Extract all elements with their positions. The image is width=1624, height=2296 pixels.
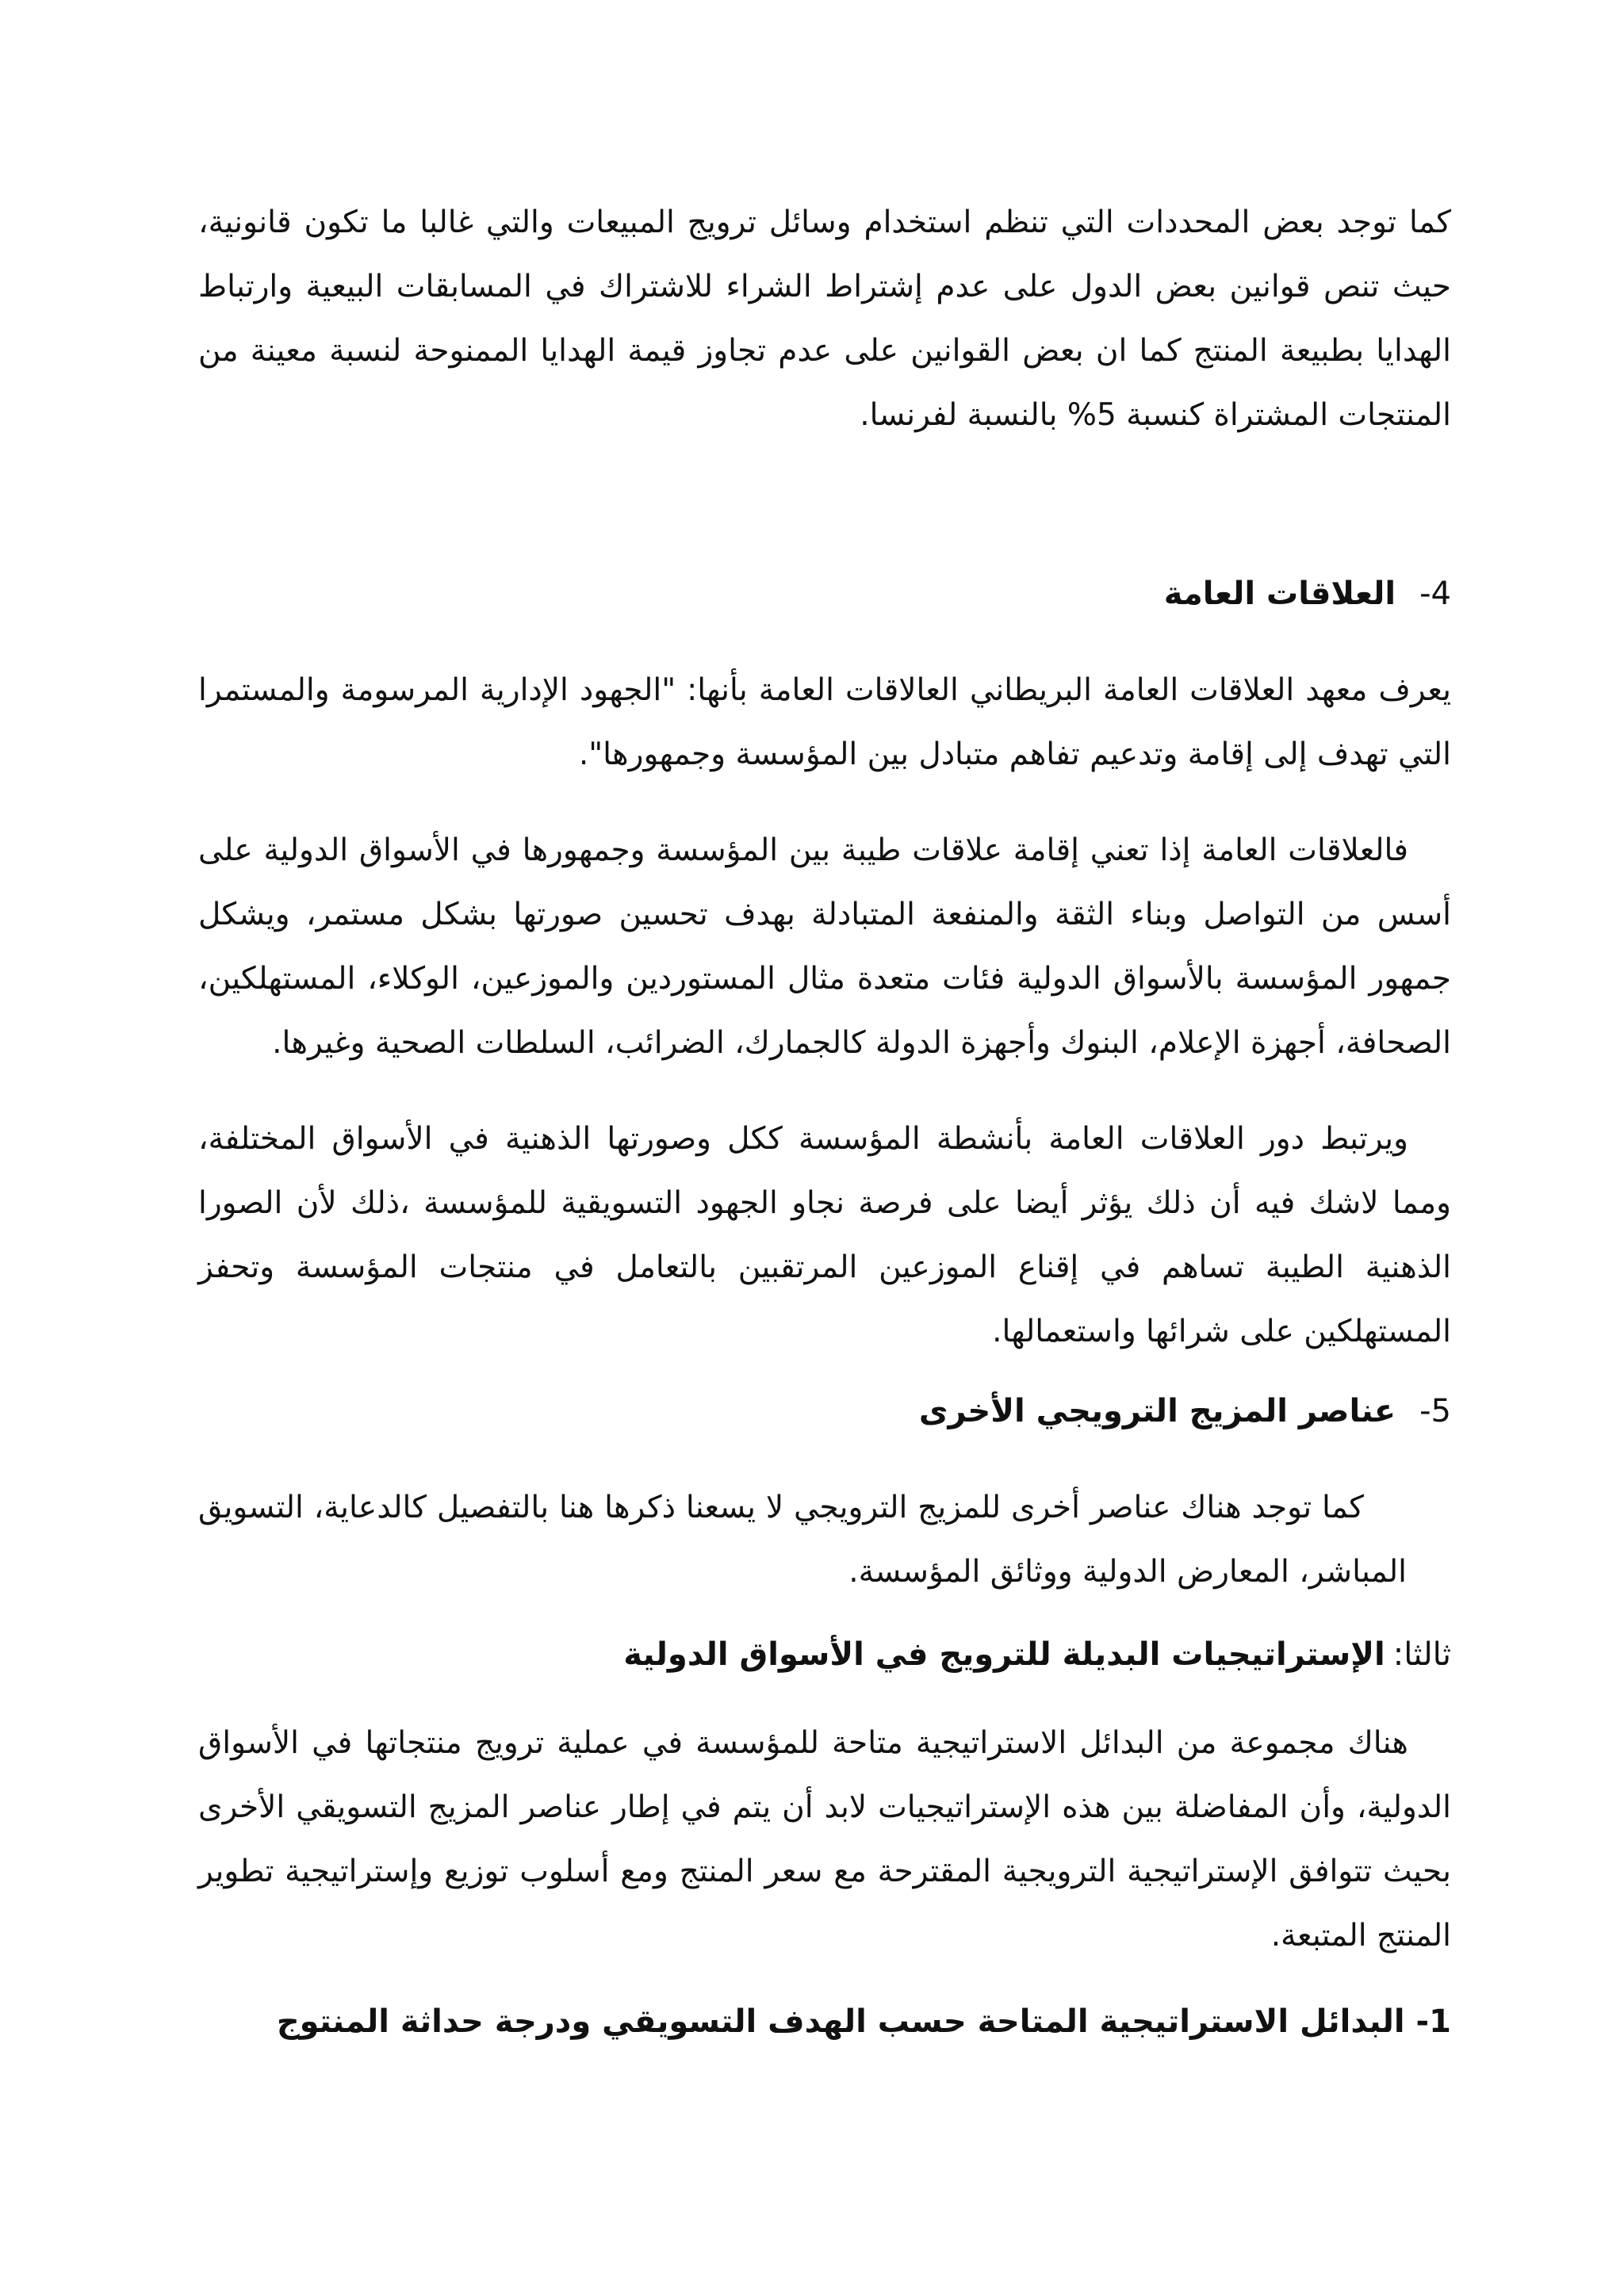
section-heading-alternatives-by-goal: [198, 1990, 1451, 2054]
section-number: 5-: [1419, 1393, 1451, 1429]
section-heading-public-relations: [198, 562, 1451, 626]
section-heading-alternative-strategies: [198, 1623, 1451, 1687]
paragraph-pr-definition: يعرف معهد العلاقات العامة البريطاني العالاقات العامة بأنها: "الجهود الإدارية المرسومة والمستمرا التي تهدف إلى إقامة وتدعيم تفاهم متبادل بين المؤسسة وجمهورها".: [198, 672, 1451, 772]
paragraph-strategic-alternatives: هناك مجموعة من البدائل الاستراتيجية متاحة للمؤسسة في عملية ترويج منتجاتها في الأسواق الدولية، وأن المفاضلة بين هذه الإستراتيجيات لابد أن يتم في إطار عناصر المزيج التسويقي الأخرى بحيث تتوافق الإستراتيجية الترويجية المقترحة مع سعر المنتج ومع أسلوب توزيع وإستراتيجية تطوير المنتج المتبعة.: [198, 1725, 1451, 1954]
paragraph-sales-promotion-constraints: كما توجد بعض المحددات التي تنظم استخدام وسائل ترويج المبيعات والتي غالبا ما تكون قانونية، حيث تنص قوانين بعض الدول على عدم إشتراط الشراء للاشتراك في المسابقات البيعية وارتباط الهدايا بطبيعة المنتج كما ان بعض القوانين على عدم تجاوز قيمة الهدايا الممنوحة لنسبة معينة من المنتجات المشتراة كنسبة 5% بالنسبة لفرنسا.: [198, 205, 1451, 433]
section-title: البدائل الاستراتيجية المتاحة حسب الهدف التسويقي ودرجة حداثة المنتوج: [276, 2003, 1405, 2040]
paragraph-pr-meaning: فالعلاقات العامة إذا تعني إقامة علاقات طيبة بين المؤسسة وجمهورها في الأسواق الدولية على أسس من التواصل وبناء الثقة والمنفعة المتبادلة بهدف تحسين صورتها بشكل مستمر، ويشكل جمهور المؤسسة بالأسواق الدولية فئات متعدة مثال المستوردين والموزعين، الوكلاء، المستهلكين، الصحافة، أجهزة الإعلام، البنوك وأجهزة الدولة كالجمارك، الضرائب، السلطات الصحية وغيرها.: [198, 832, 1451, 1061]
paragraph-other-elements: كما توجد هناك عناصر أخرى للمزيج الترويجي لا يسعنا ذكرها هنا بالتفصيل كالدعاية، التسويق المباشر، المعارض الدولية ووثائق المؤسسة.: [198, 1490, 1407, 1590]
section-title: العلاقات العامة: [1163, 576, 1396, 612]
section-title: عناصر المزيج الترويجي الأخرى: [918, 1393, 1396, 1429]
section-prefix: ثالثا:: [1392, 1636, 1451, 1673]
section-title: الإستراتيجيات البديلة للترويج في الأسواق الدولية: [623, 1636, 1385, 1673]
document-page: [198, 190, 1451, 2054]
section-heading-other-promotion-elements: [198, 1380, 1451, 1444]
section-number: 1-: [1415, 2003, 1451, 2040]
section-number: 4-: [1419, 576, 1451, 612]
paragraph-pr-role: ويرتبط دور العلاقات العامة بأنشطة المؤسسة ككل وصورتها الذهنية في الأسواق المختلفة، ومما لاشك فيه أن ذلك يؤثر أيضا على فرصة نجاو الجهود التسويقية للمؤسسة ،ذلك لأن الصورا الذهنية الطيبة تساهم في إقناع الموزعين المرتقبين بالتعامل في منتجات المؤسسة وتحفز المستهلكين على شرائها واستعمالها.: [198, 1121, 1451, 1349]
